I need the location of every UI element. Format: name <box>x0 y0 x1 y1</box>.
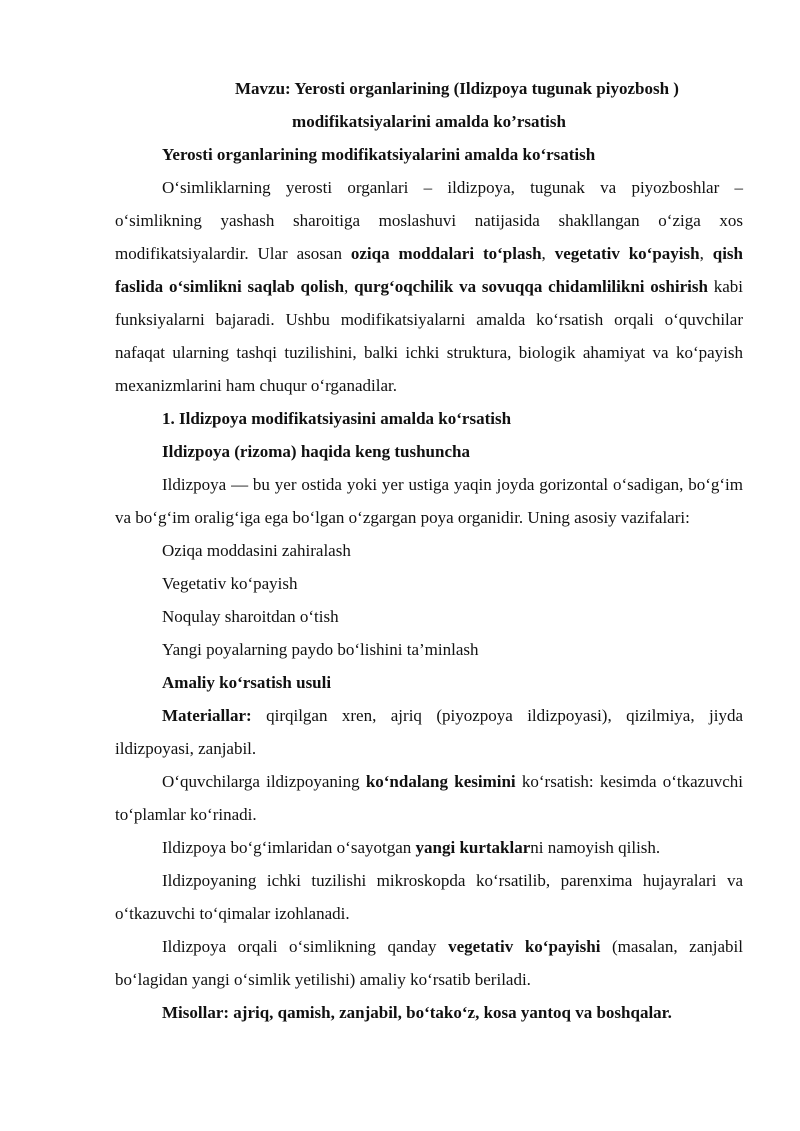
step-1-text-1: O‘quvchilarga ildizpoyaning <box>162 772 366 791</box>
step-4-text-1: Ildizpoya orqali o‘simlikning qanday <box>162 937 449 956</box>
step-1-bold: ko‘ndalang kesimini <box>365 772 516 791</box>
intro-bold-3: qish faslida o‘simlikni saqlab qolish <box>115 244 743 296</box>
function-item: Yangi poyalarning paydo bo‘lishini ta’minlash <box>162 640 479 659</box>
examples-paragraph: Misollar: ajriq, qamish, zanjabil, bo‘tako‘z, kosa yantoq va boshqalar. <box>162 1003 672 1022</box>
step-2-text-1: Ildizpoya bo‘g‘imlaridan o‘sayotgan <box>162 838 416 857</box>
function-item: Vegetativ ko‘payish <box>162 574 298 593</box>
intro-text-2: , <box>541 244 555 263</box>
step-4-text-2: (masalan, zanjabil bo‘lagidan yangi o‘simlik yetilishi) amaliy ko‘rsatib beriladi. <box>115 937 743 989</box>
section-1-heading: 1. Ildizpoya modifikatsiyasini amalda ko‘rsatish <box>162 409 512 428</box>
step-1-paragraph <box>115 765 743 831</box>
intro-text-1: O‘simliklarning yerosti organlari – ildizpoya, tugunak va piyozboshlar – o‘simlikning yashash sharoitiga moslashuvi natijasida shakllangan o‘ziga xos modifikatsiyalardir. Ular asosan <box>115 178 743 263</box>
intro-bold-4: qurg‘oqchilik va sovuqqa chidamlilikni oshirish <box>354 277 708 296</box>
definition-paragraph: Ildizpoya — bu yer ostida yoki yer ustiga yaqin joyda gorizontal o‘sadigan, bo‘g‘im va bo‘g‘im oralig‘iga ega bo‘lgan o‘zgargan poya organidir. Uning asosiy vazifalari: <box>115 475 743 527</box>
main-heading: Yerosti organlarining modifikatsiyalarini amalda ko‘rsatish <box>162 145 596 164</box>
step-2-paragraph <box>115 831 743 864</box>
intro-text-5: kabi funksiyalarni bajaradi. Ushbu modifikatsiyalarni amalda ko‘rsatish orqali o‘quvchilar nafaqat ularning tashqi tuzilishini, balki ichki struktura, biologik ahamiyat va ko‘payish mexanizmlarini ham chuqur o‘rganadilar. <box>115 277 744 395</box>
intro-text-3: , <box>699 244 713 263</box>
document-title <box>115 72 743 138</box>
step-2-bold: yangi kurtaklar <box>415 838 531 857</box>
materials-text: qirqilgan xren, ajriq (piyozpoya ildizpoyasi), qizilmiya, jiyda ildizpoyasi, zanjabil. <box>115 706 743 758</box>
materials-label: Materiallar: <box>162 706 252 725</box>
title-line-2: modifikatsiyalarini amalda ko’rsatish <box>292 112 566 131</box>
title-line-1: Mavzu: Yerosti organlarining (Ildizpoya tugunak piyozbosh ) <box>235 79 679 98</box>
function-item: Noqulay sharoitdan o‘tish <box>162 607 339 626</box>
function-item: Oziqa moddasini zahiralash <box>162 541 351 560</box>
step-3-paragraph: Ildizpoyaning ichki tuzilishi mikroskopda ko‘rsatilib, parenxima hujayralari va o‘tkazuvchi to‘qimalar izohlanadi. <box>115 871 743 923</box>
method-heading: Amaliy ko‘rsatish usuli <box>162 673 332 692</box>
intro-bold-2: vegetativ ko‘payish <box>554 244 700 263</box>
intro-bold-1: oziqa moddalari to‘plash <box>350 244 542 263</box>
step-2-text-2: ni namoyish qilish. <box>530 838 661 857</box>
materials-paragraph <box>115 699 743 765</box>
step-4-bold: vegetativ ko‘payishi <box>448 937 601 956</box>
step-4-paragraph <box>115 930 743 996</box>
section-1-subheading: Ildizpoya (rizoma) haqida keng tushuncha <box>162 442 470 461</box>
step-1-text-2: ko‘rsatish: kesimda o‘tkazuvchi to‘plamlar ko‘rinadi. <box>115 772 744 824</box>
intro-paragraph <box>115 171 743 402</box>
document-page <box>115 72 743 1029</box>
intro-text-4: , <box>344 277 355 296</box>
